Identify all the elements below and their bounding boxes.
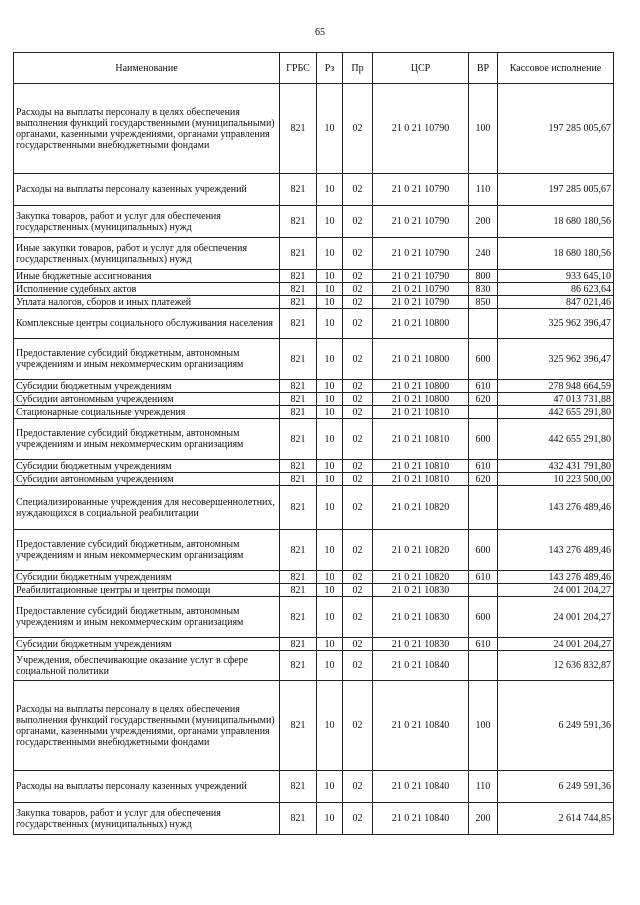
cell-amount: 325 962 396,47	[498, 309, 614, 339]
cell-vr	[469, 584, 498, 597]
cell-name: Закупка товаров, работ и услуг для обеспечения государственных (муниципальных) нужд	[14, 803, 280, 835]
cell-pr: 02	[343, 309, 373, 339]
table-row	[14, 651, 614, 681]
cell-rz: 10	[317, 339, 343, 380]
cell-csr: 21 0 21 10820	[373, 530, 469, 571]
cell-csr: 21 0 21 10810	[373, 406, 469, 419]
cell-vr: 800	[469, 270, 498, 283]
cell-grbs: 821	[280, 174, 317, 206]
cell-csr: 21 0 21 10800	[373, 309, 469, 339]
cell-grbs: 821	[280, 84, 317, 174]
table-row	[14, 584, 614, 597]
cell-amount: 442 655 291,80	[498, 406, 614, 419]
table-row	[14, 803, 614, 835]
cell-csr: 21 0 21 10830	[373, 638, 469, 651]
page-number: 65	[315, 27, 325, 38]
cell-rz: 10	[317, 380, 343, 393]
cell-name: Иные бюджетные ассигнования	[14, 270, 280, 283]
cell-vr: 100	[469, 681, 498, 771]
cell-grbs: 821	[280, 460, 317, 473]
header-vr: ВР	[469, 53, 498, 84]
cell-grbs: 821	[280, 571, 317, 584]
cell-rz: 10	[317, 283, 343, 296]
cell-pr: 02	[343, 174, 373, 206]
cell-amount: 933 645,10	[498, 270, 614, 283]
table-row	[14, 638, 614, 651]
cell-name: Расходы на выплаты персоналу в целях обеспечения выполнения функций государственными (муниципальными) органами, казенными учреждениями, органами управления государственными внебюджетными фондами	[14, 84, 280, 174]
cell-csr: 21 0 21 10800	[373, 393, 469, 406]
cell-grbs: 821	[280, 296, 317, 309]
cell-amount: 6 249 591,36	[498, 771, 614, 803]
table-body	[14, 84, 614, 835]
cell-grbs: 821	[280, 393, 317, 406]
cell-pr: 02	[343, 339, 373, 380]
cell-amount: 197 285 005,67	[498, 84, 614, 174]
cell-csr: 21 0 21 10790	[373, 84, 469, 174]
cell-pr: 02	[343, 460, 373, 473]
cell-pr: 02	[343, 771, 373, 803]
table-row	[14, 270, 614, 283]
cell-pr: 02	[343, 571, 373, 584]
table-row	[14, 771, 614, 803]
cell-grbs: 821	[280, 530, 317, 571]
header-csr: ЦСР	[373, 53, 469, 84]
cell-grbs: 821	[280, 638, 317, 651]
cell-csr: 21 0 21 10790	[373, 270, 469, 283]
cell-grbs: 821	[280, 651, 317, 681]
cell-amount: 12 636 832,87	[498, 651, 614, 681]
cell-csr: 21 0 21 10790	[373, 283, 469, 296]
cell-name: Предоставление субсидий бюджетным, автономным учреждениям и иным некоммерческим организациям	[14, 419, 280, 460]
cell-amount: 86 623,64	[498, 283, 614, 296]
cell-csr: 21 0 21 10840	[373, 681, 469, 771]
cell-amount: 143 276 489,46	[498, 530, 614, 571]
cell-name: Специализированные учреждения для несовершеннолетних, нуждающихся в социальной реабилитации	[14, 486, 280, 530]
cell-csr: 21 0 21 10830	[373, 584, 469, 597]
header-pr: Пр	[343, 53, 373, 84]
cell-name: Закупка товаров, работ и услуг для обеспечения государственных (муниципальных) нужд	[14, 206, 280, 238]
cell-grbs: 821	[280, 771, 317, 803]
cell-pr: 02	[343, 651, 373, 681]
cell-csr: 21 0 21 10790	[373, 238, 469, 270]
cell-name: Субсидии автономным учреждениям	[14, 473, 280, 486]
table-row	[14, 486, 614, 530]
cell-rz: 10	[317, 651, 343, 681]
cell-grbs: 821	[280, 270, 317, 283]
cell-vr: 620	[469, 473, 498, 486]
cell-amount: 197 285 005,67	[498, 174, 614, 206]
cell-name: Уплата налогов, сборов и иных платежей	[14, 296, 280, 309]
cell-amount: 143 276 489,46	[498, 486, 614, 530]
cell-grbs: 821	[280, 406, 317, 419]
cell-csr: 21 0 21 10840	[373, 803, 469, 835]
header-name: Наименование	[14, 53, 280, 84]
cell-vr: 110	[469, 771, 498, 803]
cell-grbs: 821	[280, 339, 317, 380]
cell-rz: 10	[317, 309, 343, 339]
cell-grbs: 821	[280, 380, 317, 393]
cell-pr: 02	[343, 238, 373, 270]
cell-csr: 21 0 21 10830	[373, 597, 469, 638]
cell-vr: 610	[469, 380, 498, 393]
cell-vr: 200	[469, 206, 498, 238]
table-row	[14, 380, 614, 393]
cell-pr: 02	[343, 597, 373, 638]
cell-vr: 600	[469, 339, 498, 380]
table-row	[14, 339, 614, 380]
cell-pr: 02	[343, 486, 373, 530]
table-row	[14, 681, 614, 771]
cell-amount: 18 680 180,56	[498, 206, 614, 238]
cell-vr	[469, 651, 498, 681]
cell-rz: 10	[317, 584, 343, 597]
cell-pr: 02	[343, 283, 373, 296]
table-row	[14, 406, 614, 419]
table-row	[14, 174, 614, 206]
cell-pr: 02	[343, 419, 373, 460]
cell-csr: 21 0 21 10840	[373, 771, 469, 803]
cell-rz: 10	[317, 571, 343, 584]
cell-grbs: 821	[280, 681, 317, 771]
cell-vr	[469, 406, 498, 419]
cell-rz: 10	[317, 681, 343, 771]
cell-name: Предоставление субсидий бюджетным, автономным учреждениям и иным некоммерческим организациям	[14, 339, 280, 380]
cell-amount: 847 021,46	[498, 296, 614, 309]
table-row	[14, 206, 614, 238]
cell-grbs: 821	[280, 486, 317, 530]
cell-amount: 432 431 791,80	[498, 460, 614, 473]
cell-amount: 24 001 204,27	[498, 584, 614, 597]
cell-rz: 10	[317, 460, 343, 473]
cell-rz: 10	[317, 597, 343, 638]
cell-rz: 10	[317, 84, 343, 174]
cell-pr: 02	[343, 803, 373, 835]
cell-rz: 10	[317, 486, 343, 530]
cell-amount: 278 948 664,59	[498, 380, 614, 393]
cell-rz: 10	[317, 638, 343, 651]
header-grbs: ГРБС	[280, 53, 317, 84]
cell-rz: 10	[317, 296, 343, 309]
cell-rz: 10	[317, 174, 343, 206]
cell-rz: 10	[317, 238, 343, 270]
table-row	[14, 473, 614, 486]
cell-grbs: 821	[280, 283, 317, 296]
cell-vr: 610	[469, 571, 498, 584]
cell-name: Исполнение судебных актов	[14, 283, 280, 296]
cell-pr: 02	[343, 406, 373, 419]
cell-vr: 200	[469, 803, 498, 835]
table-row	[14, 309, 614, 339]
cell-pr: 02	[343, 84, 373, 174]
cell-csr: 21 0 21 10820	[373, 486, 469, 530]
table-row	[14, 597, 614, 638]
cell-csr: 21 0 21 10840	[373, 651, 469, 681]
cell-rz: 10	[317, 530, 343, 571]
table-row	[14, 571, 614, 584]
cell-amount: 47 013 731,88	[498, 393, 614, 406]
cell-name: Стационарные социальные учреждения	[14, 406, 280, 419]
cell-amount: 18 680 180,56	[498, 238, 614, 270]
cell-vr: 110	[469, 174, 498, 206]
cell-pr: 02	[343, 530, 373, 571]
cell-rz: 10	[317, 406, 343, 419]
cell-name: Субсидии бюджетным учреждениям	[14, 571, 280, 584]
cell-name: Предоставление субсидий бюджетным, автономным учреждениям и иным некоммерческим организациям	[14, 530, 280, 571]
cell-grbs: 821	[280, 473, 317, 486]
cell-vr: 610	[469, 460, 498, 473]
cell-csr: 21 0 21 10810	[373, 419, 469, 460]
cell-name: Субсидии автономным учреждениям	[14, 393, 280, 406]
cell-name: Субсидии бюджетным учреждениям	[14, 638, 280, 651]
table-row	[14, 296, 614, 309]
header-amount: Кассовое исполнение	[498, 53, 614, 84]
budget-execution-table	[13, 52, 614, 835]
cell-name: Расходы на выплаты персоналу казенных учреждений	[14, 771, 280, 803]
cell-amount: 24 001 204,27	[498, 597, 614, 638]
cell-csr: 21 0 21 10810	[373, 473, 469, 486]
cell-amount: 143 276 489,46	[498, 571, 614, 584]
cell-vr	[469, 486, 498, 530]
cell-grbs: 821	[280, 584, 317, 597]
cell-name: Комплексные центры социального обслуживания населения	[14, 309, 280, 339]
cell-amount: 442 655 291,80	[498, 419, 614, 460]
cell-csr: 21 0 21 10790	[373, 296, 469, 309]
cell-vr	[469, 309, 498, 339]
cell-vr: 600	[469, 597, 498, 638]
cell-grbs: 821	[280, 309, 317, 339]
cell-pr: 02	[343, 206, 373, 238]
cell-csr: 21 0 21 10800	[373, 380, 469, 393]
cell-pr: 02	[343, 270, 373, 283]
cell-csr: 21 0 21 10820	[373, 571, 469, 584]
table-row	[14, 283, 614, 296]
header-rz: Рз	[317, 53, 343, 84]
cell-grbs: 821	[280, 803, 317, 835]
cell-vr: 620	[469, 393, 498, 406]
table-row	[14, 84, 614, 174]
cell-csr: 21 0 21 10800	[373, 339, 469, 380]
cell-csr: 21 0 21 10790	[373, 206, 469, 238]
cell-name: Предоставление субсидий бюджетным, автономным учреждениям и иным некоммерческим организациям	[14, 597, 280, 638]
cell-name: Расходы на выплаты персоналу в целях обеспечения выполнения функций государственными (муниципальными) органами, казенными учреждениями, органами управления государственными внебюджетными фондами	[14, 681, 280, 771]
cell-grbs: 821	[280, 206, 317, 238]
cell-rz: 10	[317, 206, 343, 238]
cell-name: Расходы на выплаты персоналу казенных учреждений	[14, 174, 280, 206]
cell-grbs: 821	[280, 238, 317, 270]
cell-csr: 21 0 21 10810	[373, 460, 469, 473]
cell-pr: 02	[343, 393, 373, 406]
cell-amount: 2 614 744,85	[498, 803, 614, 835]
cell-grbs: 821	[280, 419, 317, 460]
cell-amount: 24 001 204,27	[498, 638, 614, 651]
table-row	[14, 460, 614, 473]
table-row	[14, 393, 614, 406]
table-row	[14, 238, 614, 270]
cell-pr: 02	[343, 296, 373, 309]
cell-pr: 02	[343, 681, 373, 771]
table-row	[14, 530, 614, 571]
cell-name: Субсидии бюджетным учреждениям	[14, 460, 280, 473]
cell-vr: 610	[469, 638, 498, 651]
cell-rz: 10	[317, 771, 343, 803]
cell-vr: 600	[469, 530, 498, 571]
cell-amount: 6 249 591,36	[498, 681, 614, 771]
cell-rz: 10	[317, 393, 343, 406]
cell-name: Учреждения, обеспечивающие оказание услуг в сфере социальной политики	[14, 651, 280, 681]
cell-vr: 850	[469, 296, 498, 309]
cell-pr: 02	[343, 584, 373, 597]
cell-amount: 10 223 500,00	[498, 473, 614, 486]
cell-vr: 600	[469, 419, 498, 460]
cell-name: Реабилитационные центры и центры помощи	[14, 584, 280, 597]
cell-vr: 100	[469, 84, 498, 174]
cell-name: Субсидии бюджетным учреждениям	[14, 380, 280, 393]
cell-csr: 21 0 21 10790	[373, 174, 469, 206]
cell-pr: 02	[343, 638, 373, 651]
cell-rz: 10	[317, 270, 343, 283]
cell-amount: 325 962 396,47	[498, 339, 614, 380]
cell-pr: 02	[343, 380, 373, 393]
cell-rz: 10	[317, 419, 343, 460]
cell-name: Иные закупки товаров, работ и услуг для обеспечения государственных (муниципальных) нужд	[14, 238, 280, 270]
cell-vr: 240	[469, 238, 498, 270]
cell-rz: 10	[317, 473, 343, 486]
table-header-row	[14, 53, 614, 84]
cell-grbs: 821	[280, 597, 317, 638]
cell-pr: 02	[343, 473, 373, 486]
cell-rz: 10	[317, 803, 343, 835]
cell-vr: 830	[469, 283, 498, 296]
table-row	[14, 419, 614, 460]
